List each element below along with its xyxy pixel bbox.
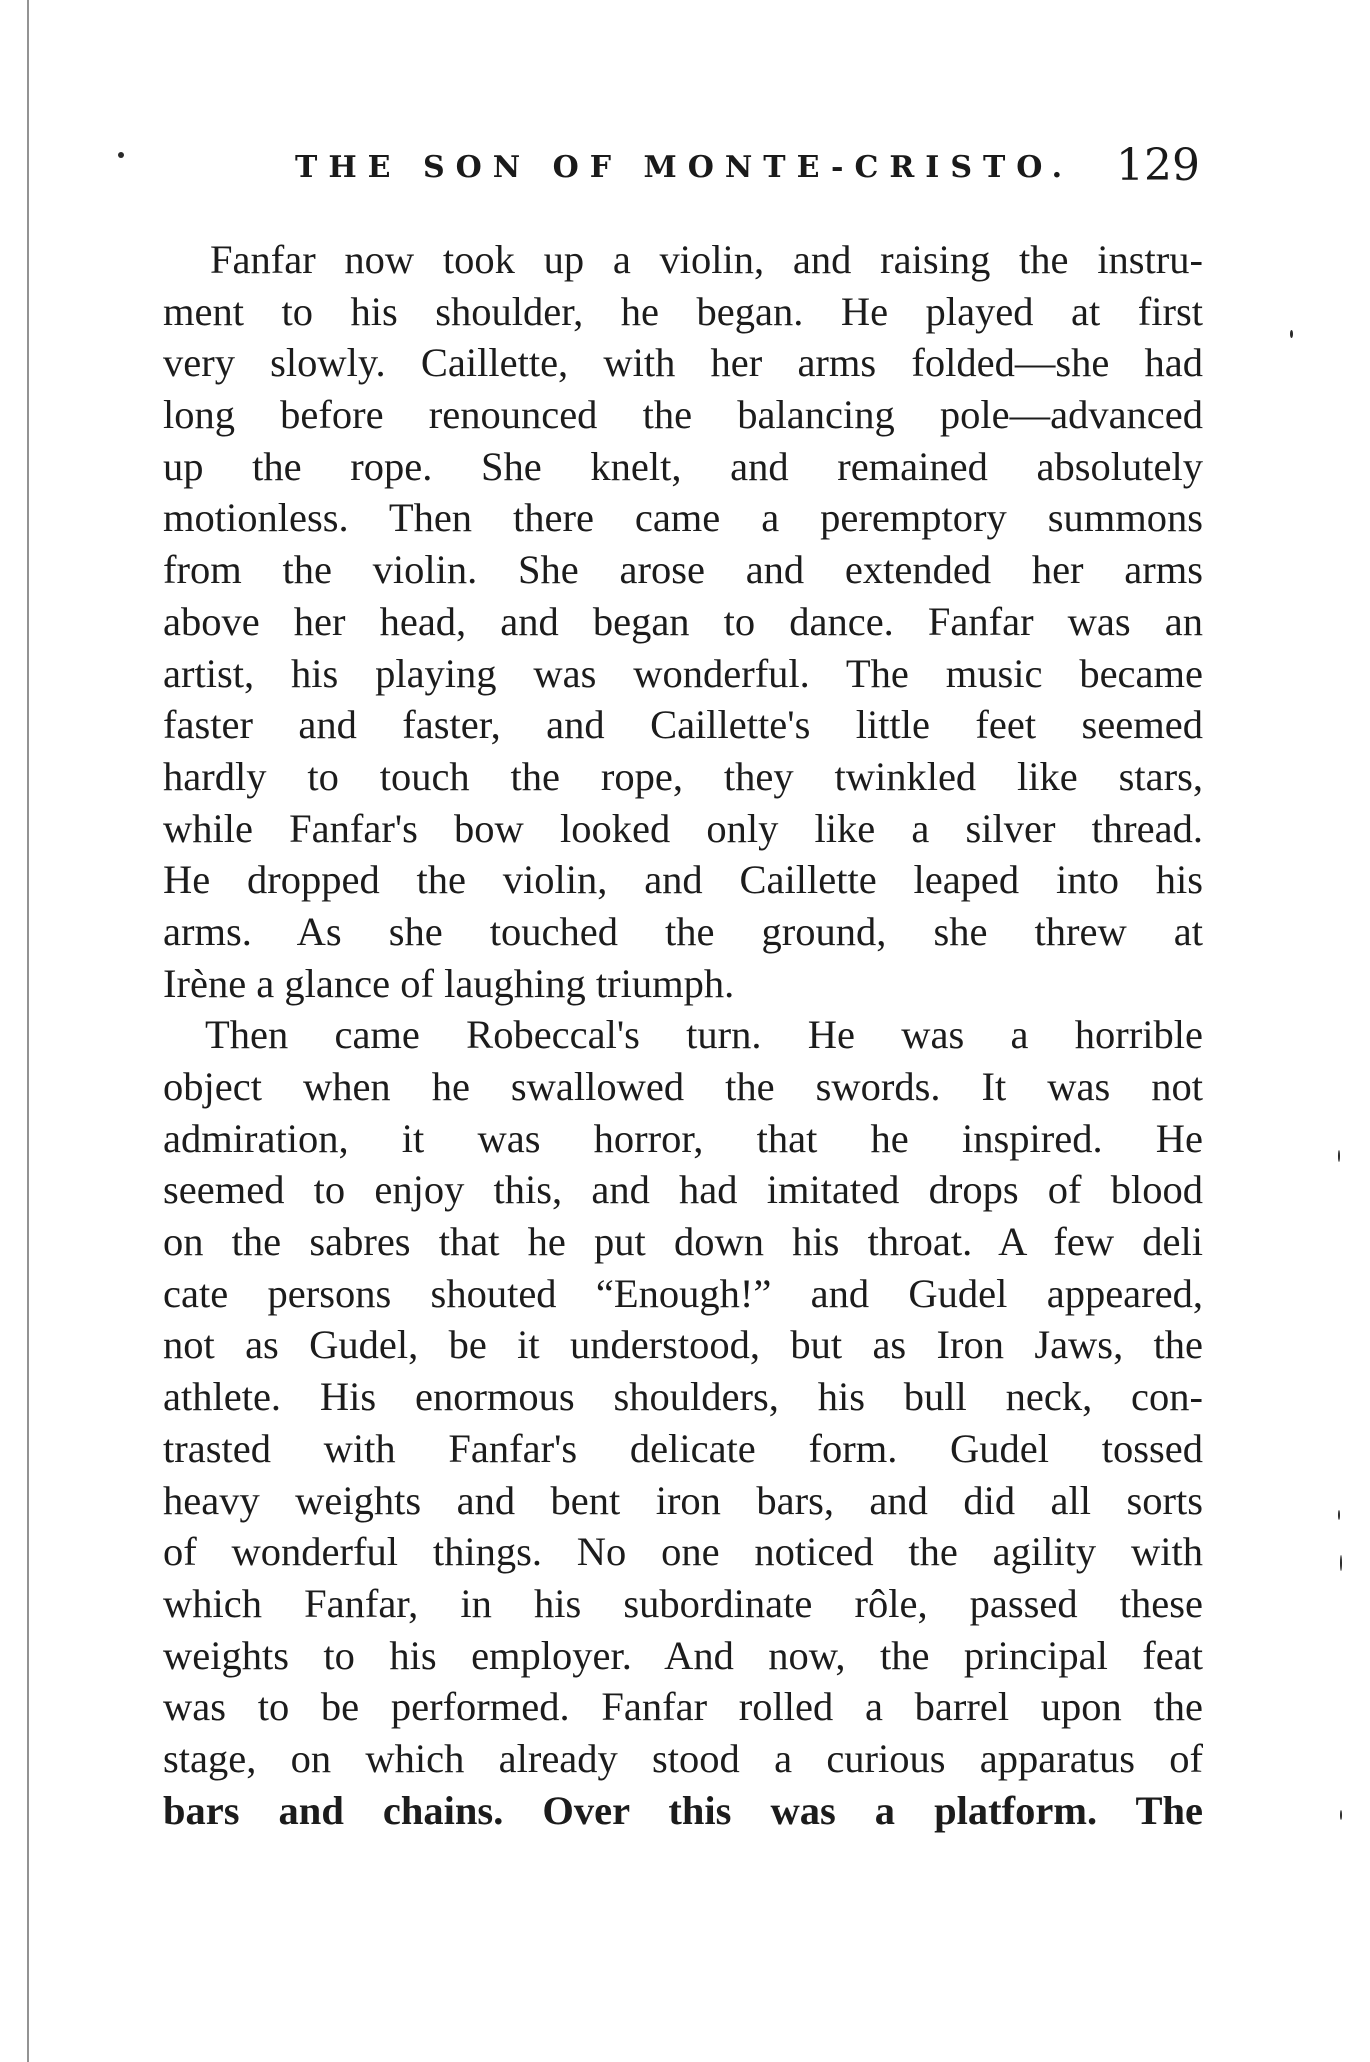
text-line: seemed to enjoy this, and had imitated drops of blood xyxy=(163,1167,1203,1213)
text-line: Fanfar now took up a violin, and raising the instru- xyxy=(210,237,1203,282)
text-line: not as Gudel, be it understood, but as Iron Jaws, the xyxy=(163,1322,1203,1368)
text-line: above her head, and began to dance. Fanfar was an xyxy=(163,598,1203,644)
text-line: hardly to touch the rope, they twinkled like stars, xyxy=(163,753,1203,799)
text-line: up the rope. She knelt, and remained absolutely xyxy=(163,443,1203,489)
scan-speck xyxy=(1340,1555,1342,1571)
text-line: was to be performed. Fanfar rolled a barrel upon the xyxy=(163,1684,1203,1730)
scan-speck xyxy=(1338,1150,1340,1162)
paragraph xyxy=(163,1009,1203,1836)
text-line: very slowly. Caillette, with her arms folded—she had xyxy=(163,340,1203,386)
paragraph xyxy=(163,234,1203,1009)
text-line: He dropped the violin, and Caillette leaped into his xyxy=(163,857,1203,903)
text-line: weights to his employer. And now, the principal feat xyxy=(163,1632,1203,1678)
text-line: admiration, it was horror, that he inspired. He xyxy=(163,1115,1203,1161)
text-line: artist, his playing was wonderful. The music became xyxy=(163,650,1203,696)
text-line: faster and faster, and Caillette's little feet seemed xyxy=(163,702,1203,748)
running-title: THE SON OF MONTE-CRISTO. xyxy=(295,150,1074,185)
scan-speck xyxy=(1290,330,1293,338)
running-header xyxy=(295,140,1200,200)
text-line: which Fanfar, in his subordinate rôle, passed these xyxy=(163,1580,1203,1626)
text-line: Irène a glance of laughing triumph. xyxy=(163,960,735,1006)
text-line: of wonderful things. No one noticed the agility with xyxy=(163,1529,1203,1575)
text-line: heavy weights and bent iron bars, and did all sorts xyxy=(163,1477,1203,1523)
text-line: stage, on which already stood a curious apparatus of xyxy=(163,1735,1203,1781)
text-line: trasted with Fanfar's delicate form. Gudel tossed xyxy=(163,1425,1203,1471)
text-line: motionless. Then there came a peremptory summons xyxy=(163,495,1203,541)
text-line: arms. As she touched the ground, she threw at xyxy=(163,908,1203,954)
text-line: bars and chains. Over this was a platform. The xyxy=(163,1787,1203,1833)
text-line: long before renounced the balancing pole—advanced xyxy=(163,392,1203,438)
scan-speck xyxy=(118,152,124,158)
scan-gutter-edge xyxy=(27,0,29,2062)
body-text xyxy=(163,234,1203,1836)
text-line: cate persons shouted “Enough!” and Gudel appeared, xyxy=(163,1270,1203,1316)
text-line: athlete. His enormous shoulders, his bull neck, con- xyxy=(163,1374,1203,1420)
text-line: on the sabres that he put down his throat. A few deli xyxy=(163,1219,1203,1265)
page-number: 129 xyxy=(1116,140,1200,191)
text-line: object when he swallowed the swords. It was not xyxy=(163,1064,1203,1109)
text-line: from the violin. She arose and extended her arms xyxy=(163,547,1203,593)
scan-speck xyxy=(1340,1810,1342,1820)
text-line: while Fanfar's bow looked only like a silver thread. xyxy=(163,805,1203,851)
scan-speck xyxy=(1338,1510,1340,1520)
text-line: ment to his shoulder, he began. He played at first xyxy=(163,288,1203,334)
text-line: Then came Robeccal's turn. He was a horrible xyxy=(205,1012,1203,1058)
